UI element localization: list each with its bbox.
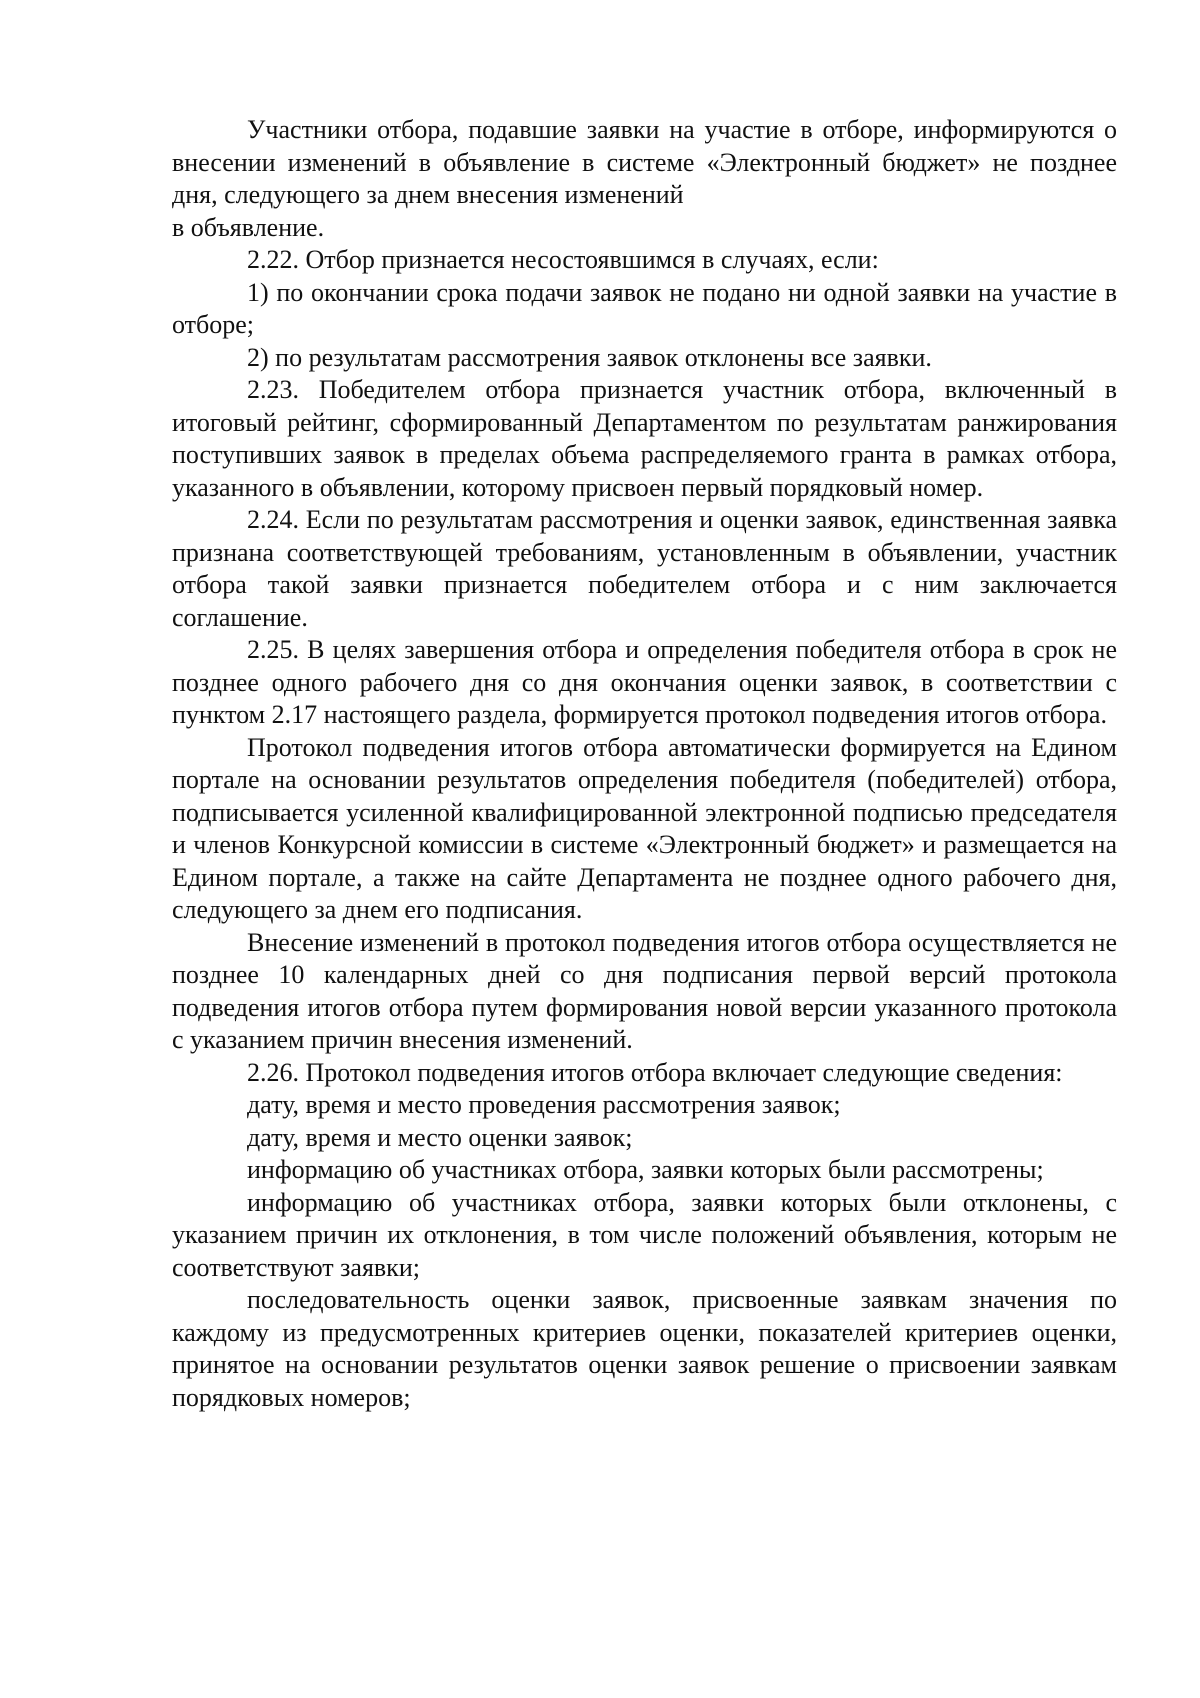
- paragraph: в объявление.: [172, 212, 325, 242]
- paragraph: последовательность оценки заявок, присвоенные заявкам значения по каждому из предусмотренных критериев оценки, показателей критериев оценки, принятое на основании результатов оценки заявок решение о присвоении заявкам порядковых номеров;: [172, 1285, 1117, 1412]
- paragraph: Участники отбора, подавшие заявки на участие в отборе, информируются о внесении изменений в объявление в системе «Электронный бюджет» не позднее дня, следующего за днем внесения изменений: [172, 115, 1117, 209]
- paragraph: информацию об участниках отбора, заявки которых были отклонены, с указанием причин их отклонения, в том числе положений объявления, которым не соответствуют заявки;: [172, 1187, 1117, 1282]
- paragraph: Внесение изменений в протокол подведения итогов отбора осуществляется не позднее 10 календарных дней со дня подписания первой версий протокола подведения итогов отбора путем формирования новой версии указанного протокола с указанием причин внесения изменений.: [172, 927, 1117, 1054]
- paragraph: 2.23. Победителем отбора признается участник отбора, включенный в итоговый рейтинг, сформированный Департаментом по результатам ранжирования поступивших заявок в пределах объема распределяемого гранта в рамках отбора, указанного в объявлении, которому присвоен первый порядковый номер.: [172, 375, 1117, 502]
- document-body: [172, 114, 1117, 1414]
- paragraph: 2) по результатам рассмотрения заявок отклонены все заявки.: [247, 342, 932, 372]
- paragraph: 1) по окончании срока подачи заявок не подано ни одной заявки на участие в отборе;: [172, 277, 1117, 339]
- paragraph: Протокол подведения итогов отбора автоматически формируется на Едином портале на основании результатов определения победителя (победителей) отбора, подписывается усиленной квалифицированной электронной подписью председателя и членов Конкурсной комиссии в системе «Электронный бюджет» и размещается на Едином портале, а также на сайте Департамента не позднее одного рабочего дня, следующего за днем его подписания.: [172, 732, 1117, 924]
- paragraph: 2.25. В целях завершения отбора и определения победителя отбора в срок не позднее одного рабочего дня со дня окончания оценки заявок, в соответствии с пунктом 2.17 настоящего раздела, формируется протокол подведения итогов отбора.: [172, 635, 1117, 729]
- paragraph: 2.22. Отбор признается несостоявшимся в случаях, если:: [247, 245, 879, 274]
- paragraph: дату, время и место оценки заявок;: [247, 1122, 633, 1152]
- paragraph: дату, время и место проведения рассмотрения заявок;: [247, 1090, 841, 1119]
- paragraph: информацию об участниках отбора, заявки которых были рассмотрены;: [247, 1155, 1044, 1184]
- paragraph: 2.24. Если по результатам рассмотрения и оценки заявок, единственная заявка признана соответствующей требованиям, установленным в объявлении, участник отбора такой заявки признается победителем отбора и с ним заключается соглашение.: [172, 505, 1117, 632]
- paragraph: 2.26. Протокол подведения итогов отбора включает следующие сведения:: [247, 1057, 1063, 1087]
